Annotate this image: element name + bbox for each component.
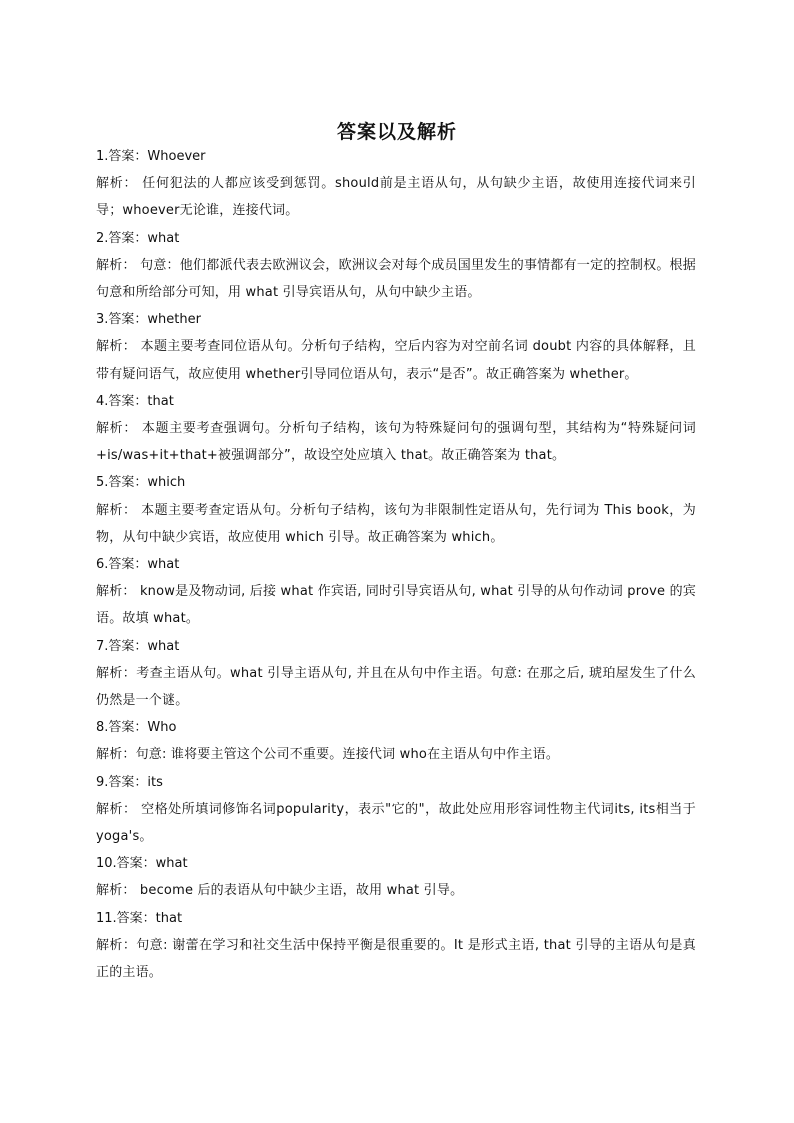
analysis-text: 解析： 本题主要考查强调句。分析句子结构，该句为特殊疑问句的强调句型，其结构为“特殊疑问词+is/was+it+that+被强调部分”，故设空处应填入 that。故正确答案为 that。: [96, 421, 696, 464]
answer-line: 10.答案：what: [96, 856, 188, 872]
answer-line: 2.答案：what: [96, 230, 180, 246]
analysis-text: 解析：句意: 谁将要主管这个公司不重要。连接代词 who在主语从句中作主语。: [96, 747, 560, 763]
answer-item-1: [96, 143, 696, 225]
analysis-text: 解析：考查主语从句。what 引导主语从句, 并且在从句中作主语。句意: 在那之后, 琥珀屋发生了什么仍然是一个谜。: [96, 665, 696, 709]
answer-item-8: [96, 714, 696, 768]
answer-item-9: [96, 769, 696, 851]
answer-list: [96, 143, 696, 986]
answer-line: 9.答案：its: [96, 774, 163, 790]
analysis-text: 解析： know是及物动词, 后接 what 作宾语, 同时引导宾语从句, what 引导的从句作动词 prove 的宾语。故填 what。: [96, 584, 696, 627]
answer-line: 5.答案：which: [96, 475, 186, 491]
answer-item-6: [96, 551, 696, 633]
analysis-text: 解析： 本题主要考查同位语从句。分析句子结构，空后内容为对空前名词 doubt 内容的具体解释，且带有疑问语气，故应使用 whether引导同位语从句，表示“是否”。故正确答案为 whether。: [96, 339, 696, 382]
analysis-text: 解析： 本题主要考查定语从句。分析句子结构，该句为非限制性定语从句，先行词为 This book，为物，从句中缺少宾语，故应使用 which 引导。故正确答案为 which。: [96, 502, 696, 545]
answer-item-4: [96, 388, 696, 470]
answer-item-11: [96, 905, 696, 987]
analysis-text: 解析： 空格处所填词修饰名词popularity，表示"它的"，故此处应用形容词性物主代词its, its相当于yoga's。: [96, 801, 696, 845]
answer-line: 4.答案：that: [96, 393, 174, 409]
answer-line: 8.答案：Who: [96, 720, 177, 736]
answer-item-2: [96, 225, 696, 307]
answer-item-5: [96, 469, 696, 551]
analysis-text: 解析： 任何犯法的人都应该受到惩罚。should前是主语从句，从句缺少主语，故使用连接代词来引导；whoever无论谁，连接代词。: [96, 176, 696, 219]
answer-line: 3.答案：whether: [96, 312, 201, 328]
answer-item-7: [96, 633, 696, 715]
analysis-text: 解析： 句意：他们都派代表去欧洲议会，欧洲议会对每个成员国里发生的事情都有一定的控制权。根据句意和所给部分可知，用 what 引导宾语从句，从句中缺少主语。: [96, 257, 696, 301]
analysis-text: 解析： become 后的表语从句中缺少主语，故用 what 引导。: [96, 883, 464, 899]
answer-line: 6.答案：what: [96, 557, 180, 573]
answer-line: 11.答案：that: [96, 910, 183, 926]
answer-line: 7.答案：what: [96, 638, 180, 654]
answer-item-10: [96, 850, 696, 904]
page-title: 答案以及解析: [336, 121, 457, 143]
answer-line: 1.答案：Whoever: [96, 149, 206, 164]
analysis-text: 解析：句意: 谢蕾在学习和社交生活中保持平衡是很重要的。It 是形式主语, that 引导的主语从句是真正的主语。: [96, 937, 696, 981]
answer-item-3: [96, 306, 696, 388]
